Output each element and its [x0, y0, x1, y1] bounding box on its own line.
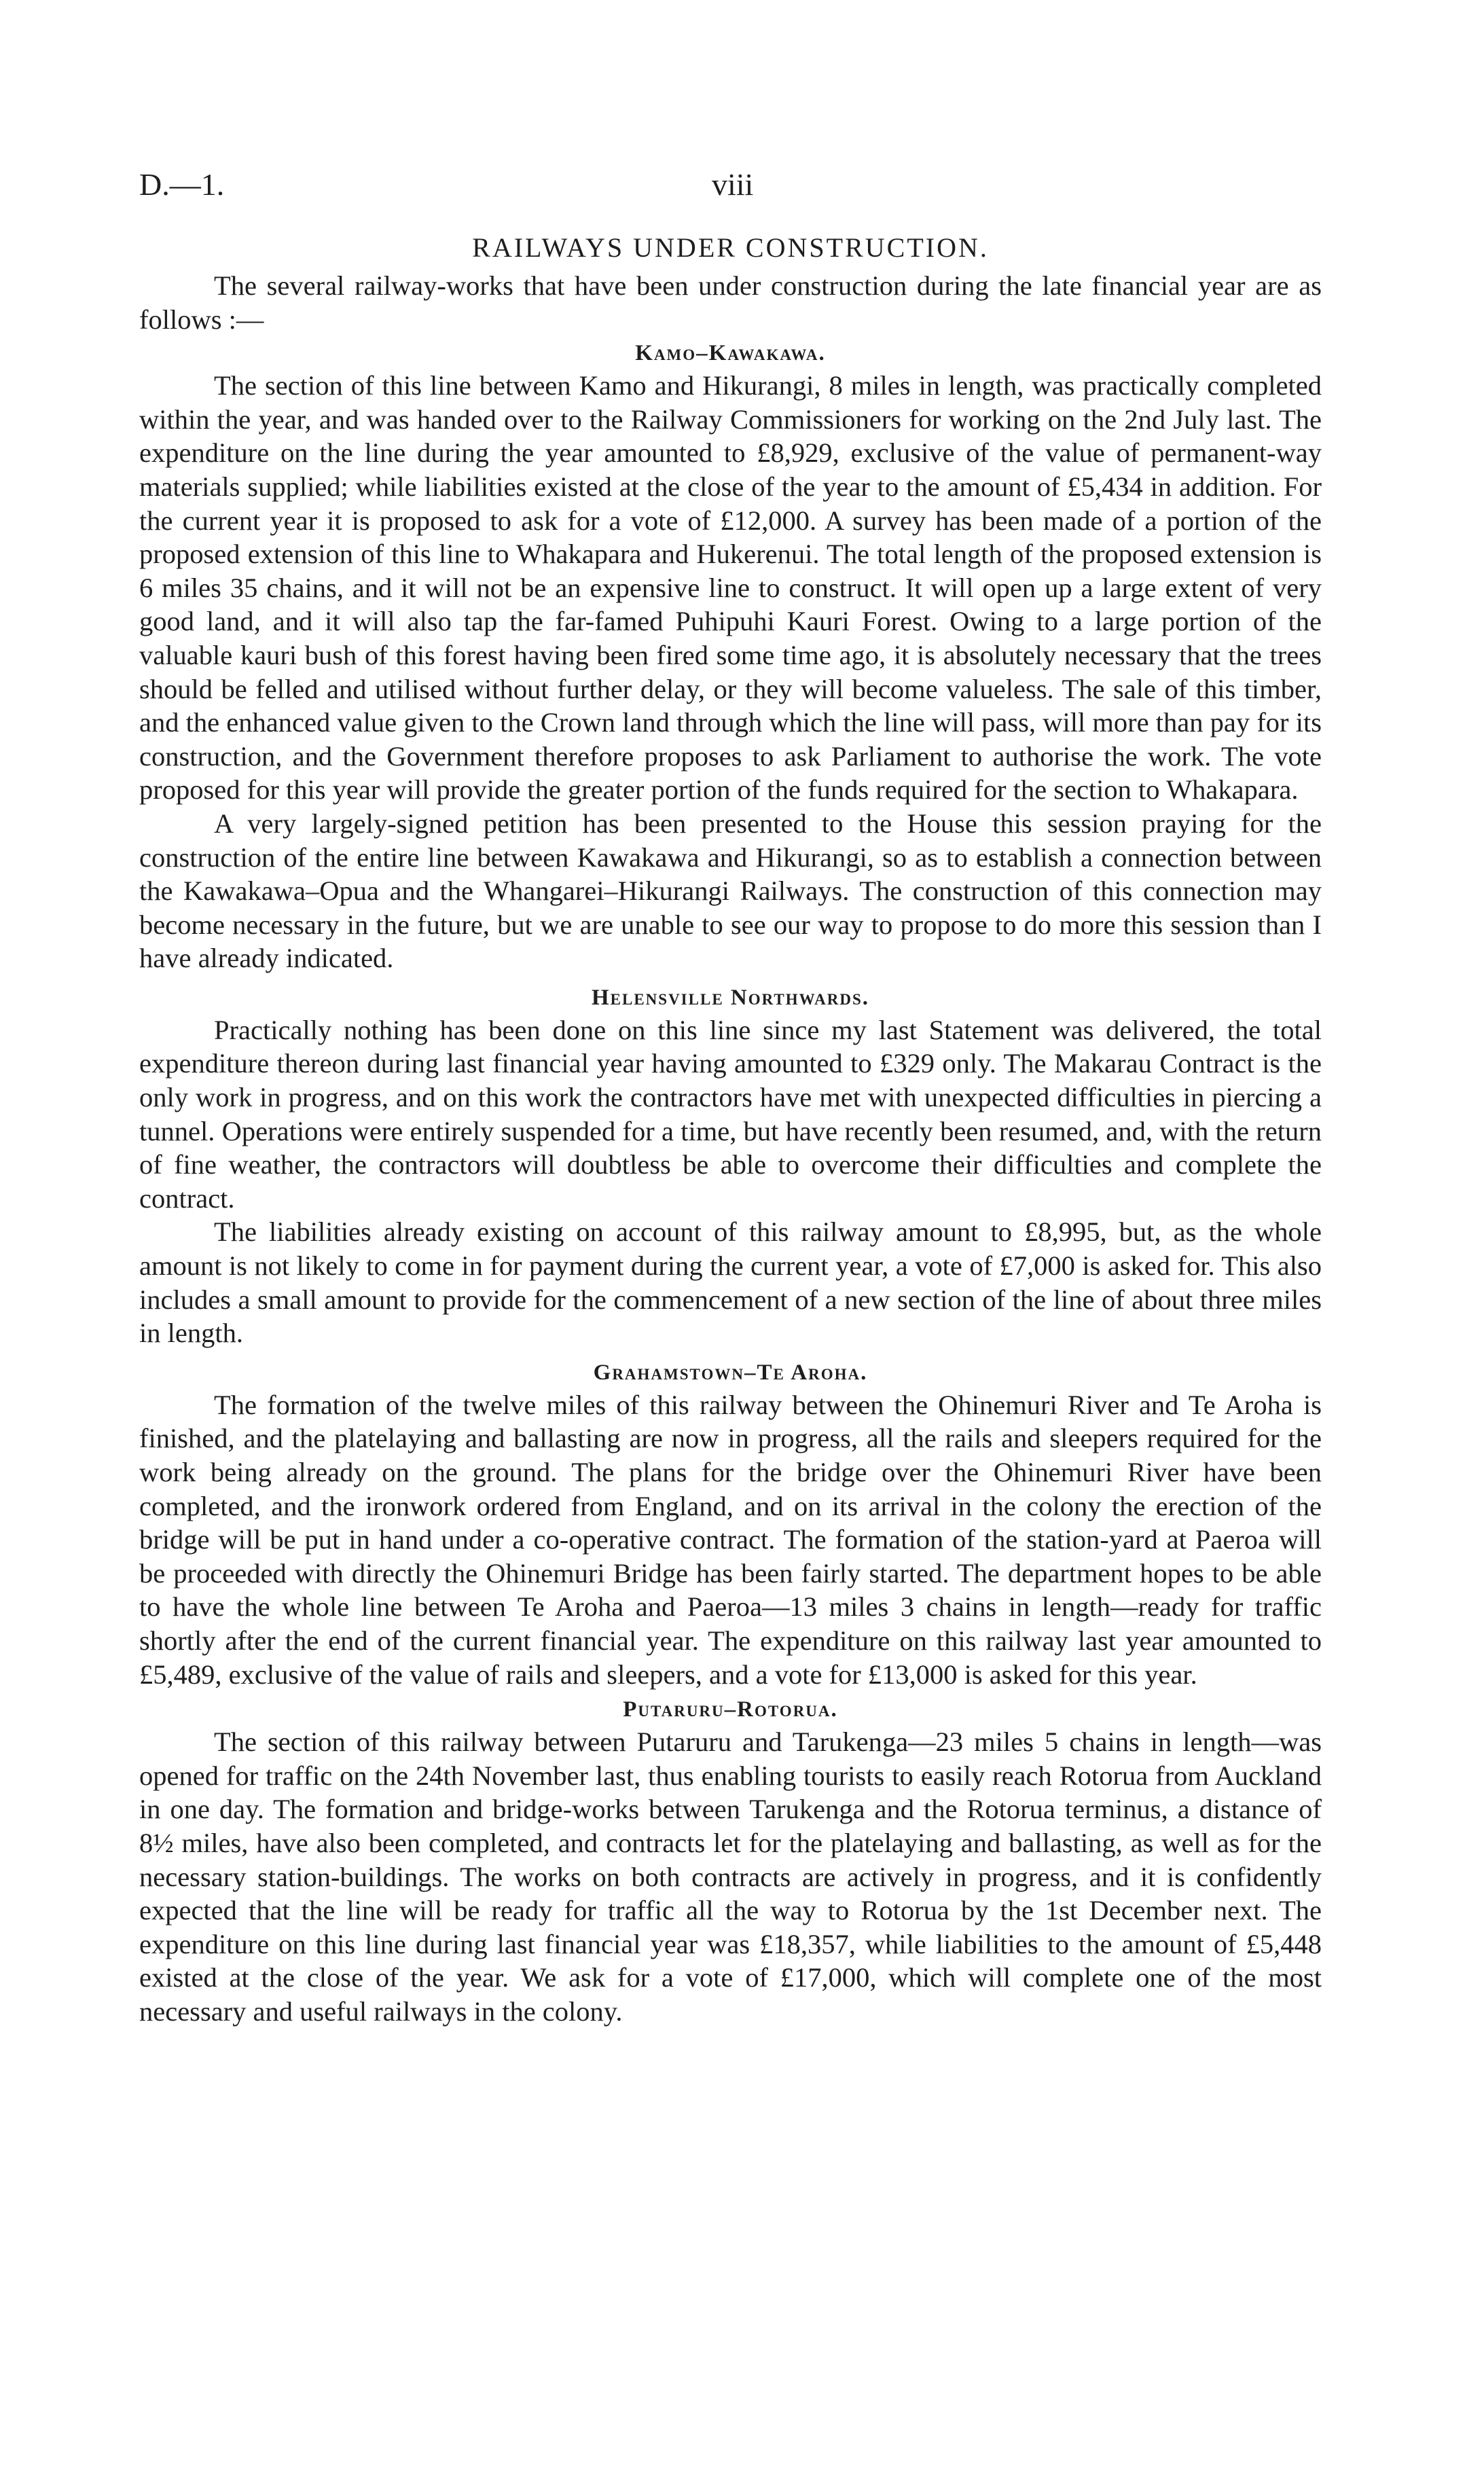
- page-title: RAILWAYS UNDER CONSTRUCTION.: [472, 232, 989, 263]
- document-id: D.—1.: [139, 167, 225, 202]
- section-heading-grahamstown-te-aroha: Grahamstown–Te Aroha.: [593, 1360, 868, 1385]
- intro-paragraph: The several railway-works that have been under construction during the late financial year are as follows :—: [139, 270, 1322, 335]
- page-body: [139, 230, 1322, 2029]
- paragraph-grahamstown-1: The formation of the twelve miles of this railway between the Ohinemuri River and Te Aroha is finished, and the platelaying and ballasting are now in progress, all the rails and sleepers required for the work being already on the ground. The plans for the bridge over the Ohinemuri River have been completed, and the ironwork ordered from England, and on its arrival in the colony the erection of the bridge will be put in hand under a co-operative contract. The formation of the station-yard at Paeroa will be proceeded with directly the Ohinemuri Bridge has been fairly started. The department hopes to be able to have the whole line between Te Aroha and Paeroa—13 miles 3 chains in length—ready for traffic shortly after the end of the current financial year. The expenditure on this railway last year amounted to £5,489, exclusive of the value of rails and sleepers, and a vote for £13,000 is asked for this year.: [139, 1389, 1322, 1690]
- paragraph-helensville-2: The liabilities already existing on account of this railway amount to £8,995, but, as the whole amount is not likely to come in for payment during the current year, a vote of £7,000 is asked for. This also includes a small amount to provide for the commencement of a new section of the line of about three miles in length.: [139, 1216, 1322, 1349]
- paragraph-putaruru-1: The section of this railway between Putaruru and Tarukenga—23 miles 5 chains in length—was opened for traffic on the 24th November last, thus enabling tourists to easily reach Rotorua from Auckland in one day. The formation and bridge-works between Tarukenga and the Rotorua terminus, a distance of 8½ miles, have also been completed, and contracts let for the platelaying and ballasting, as well as for the necessary station-buildings. The works on both contracts are actively in progress, and it is confidently expected that the line will be ready for traffic all the way to Rotorua by the 1st December next. The expenditure on this line during last financial year was £18,357, while liabilities to the amount of £5,448 existed at the close of the year. We ask for a vote of £17,000, which will complete one of the most necessary and useful railways in the colony.: [139, 1726, 1322, 2027]
- paragraph-kamo-2: A very largely-signed petition has been presented to the House this session praying for the construction of the entire line between Kawakawa and Hikurangi, so as to establish a connection between the Kawakawa–Opua and the Whangarei–Hikurangi Railways. The construction of this connection may become necessary in the future, but we are unable to see our way to propose to do more this session than I have already indicated.: [139, 808, 1322, 974]
- section-heading-putaruru-rotorua: Putaruru–Rotorua.: [623, 1697, 838, 1722]
- section-heading-helensville-northwards: Helensville Northwards.: [591, 985, 869, 1010]
- paragraph-helensville-1: Practically nothing has been done on this line since my last Statement was delivered, the total expenditure thereon during last financial year having amounted to £329 only. The Makarau Contract is the only work in progress, and on this work the contractors have met with unexpected difficulties in piercing a tunnel. Operations were entirely suspended for a time, but have recently been resumed, and, with the return of fine weather, the contractors will doubtless be able to overcome their difficulties and complete the contract.: [139, 1014, 1322, 1214]
- section-heading-kamo-kawakawa: Kamo–Kawakawa.: [635, 341, 826, 366]
- paragraph-kamo-1: The section of this line between Kamo and Hikurangi, 8 miles in length, was practically completed within the year, and was handed over to the Railway Commissioners for working on the 2nd July last. The expenditure on the line during the year amounted to £8,929, exclusive of the value of permanent-way materials supplied; while liabilities existed at the close of the year to the amount of £5,434 in addition. For the current year it is proposed to ask for a vote of £12,000. A survey has been made of a portion of the proposed extension of this line to Whakapara and Hukerenui. The total length of the proposed extension is 6 miles 35 chains, and it will not be an expensive line to construct. It will open up a large extent of very good land, and it will also tap the far-famed Puhipuhi Kauri Forest. Owing to a large portion of the valuable kauri bush of this forest having been fired some time ago, it is absolutely necessary that the trees should be felled and utilised without further delay, or they will become valueless. The sale of this timber, and the enhanced value given to the Crown land through which the line will pass, will more than pay for its construction, and the Government therefore proposes to ask Parliament to authorise the work. The vote proposed for this year will provide the greater portion of the funds required for the section to Whakapara.: [139, 370, 1322, 806]
- page-number: viii: [712, 167, 754, 202]
